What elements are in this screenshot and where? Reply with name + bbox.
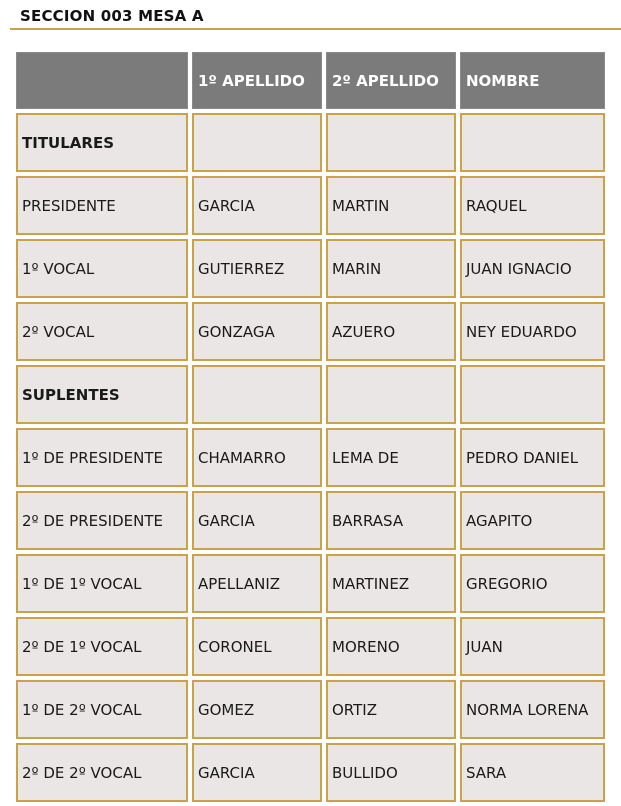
primer-apellido-cell: GARCIA: [192, 491, 322, 550]
table-row: [16, 617, 605, 676]
cargo-cell: PRESIDENTE: [16, 176, 188, 235]
header-cargo: [16, 52, 188, 109]
primer-apellido-cell: GOMEZ: [192, 680, 322, 739]
nombre-cell: NEY EDUARDO: [460, 302, 605, 361]
header-nombre: NOMBRE: [460, 52, 605, 109]
cargo-cell: 1º VOCAL: [16, 239, 188, 298]
nombre-cell: NORMA LORENA: [460, 680, 605, 739]
table-header-row: [16, 52, 605, 109]
table-row: [16, 743, 605, 802]
table-row: [16, 491, 605, 550]
segundo-apellido-cell: BARRASA: [326, 491, 456, 550]
primer-apellido-cell: GUTIERREZ: [192, 239, 322, 298]
page-title: SECCION 003 MESA A: [20, 7, 204, 25]
nombre-cell: RAQUEL: [460, 176, 605, 235]
table-row: [16, 239, 605, 298]
title-divider: [10, 28, 621, 30]
cargo-cell: 1º DE 1º VOCAL: [16, 554, 188, 613]
header-segundo-apellido: 2º APELLIDO: [326, 52, 456, 109]
cargo-cell: 1º DE PRESIDENTE: [16, 428, 188, 487]
nombre-cell: [460, 365, 605, 424]
nombre-cell: GREGORIO: [460, 554, 605, 613]
segundo-apellido-cell: [326, 365, 456, 424]
cargo-cell: 2º VOCAL: [16, 302, 188, 361]
primer-apellido-cell: [192, 113, 322, 172]
cargo-cell: 1º DE 2º VOCAL: [16, 680, 188, 739]
cargo-cell: 2º DE PRESIDENTE: [16, 491, 188, 550]
table-row: [16, 302, 605, 361]
cargo-cell: SUPLENTES: [16, 365, 188, 424]
primer-apellido-cell: CORONEL: [192, 617, 322, 676]
primer-apellido-cell: [192, 365, 322, 424]
segundo-apellido-cell: MARIN: [326, 239, 456, 298]
header-primer-apellido: 1º APELLIDO: [192, 52, 322, 109]
segundo-apellido-cell: [326, 113, 456, 172]
segundo-apellido-cell: LEMA DE: [326, 428, 456, 487]
nombre-cell: AGAPITO: [460, 491, 605, 550]
nombre-cell: SARA: [460, 743, 605, 802]
nombre-cell: PEDRO DANIEL: [460, 428, 605, 487]
table-row: [16, 680, 605, 739]
table-row: [16, 428, 605, 487]
segundo-apellido-cell: ORTIZ: [326, 680, 456, 739]
primer-apellido-cell: CHAMARRO: [192, 428, 322, 487]
nombre-cell: JUAN IGNACIO: [460, 239, 605, 298]
segundo-apellido-cell: AZUERO: [326, 302, 456, 361]
primer-apellido-cell: GARCIA: [192, 743, 322, 802]
section-row: [16, 365, 605, 424]
table-row: [16, 176, 605, 235]
mesa-table: [12, 48, 609, 806]
table-row: [16, 554, 605, 613]
primer-apellido-cell: APELLANIZ: [192, 554, 322, 613]
segundo-apellido-cell: MORENO: [326, 617, 456, 676]
nombre-cell: [460, 113, 605, 172]
cargo-cell: 2º DE 2º VOCAL: [16, 743, 188, 802]
section-row: [16, 113, 605, 172]
segundo-apellido-cell: BULLIDO: [326, 743, 456, 802]
nombre-cell: JUAN: [460, 617, 605, 676]
primer-apellido-cell: GARCIA: [192, 176, 322, 235]
segundo-apellido-cell: MARTINEZ: [326, 554, 456, 613]
cargo-cell: TITULARES: [16, 113, 188, 172]
segundo-apellido-cell: MARTIN: [326, 176, 456, 235]
cargo-cell: 2º DE 1º VOCAL: [16, 617, 188, 676]
primer-apellido-cell: GONZAGA: [192, 302, 322, 361]
